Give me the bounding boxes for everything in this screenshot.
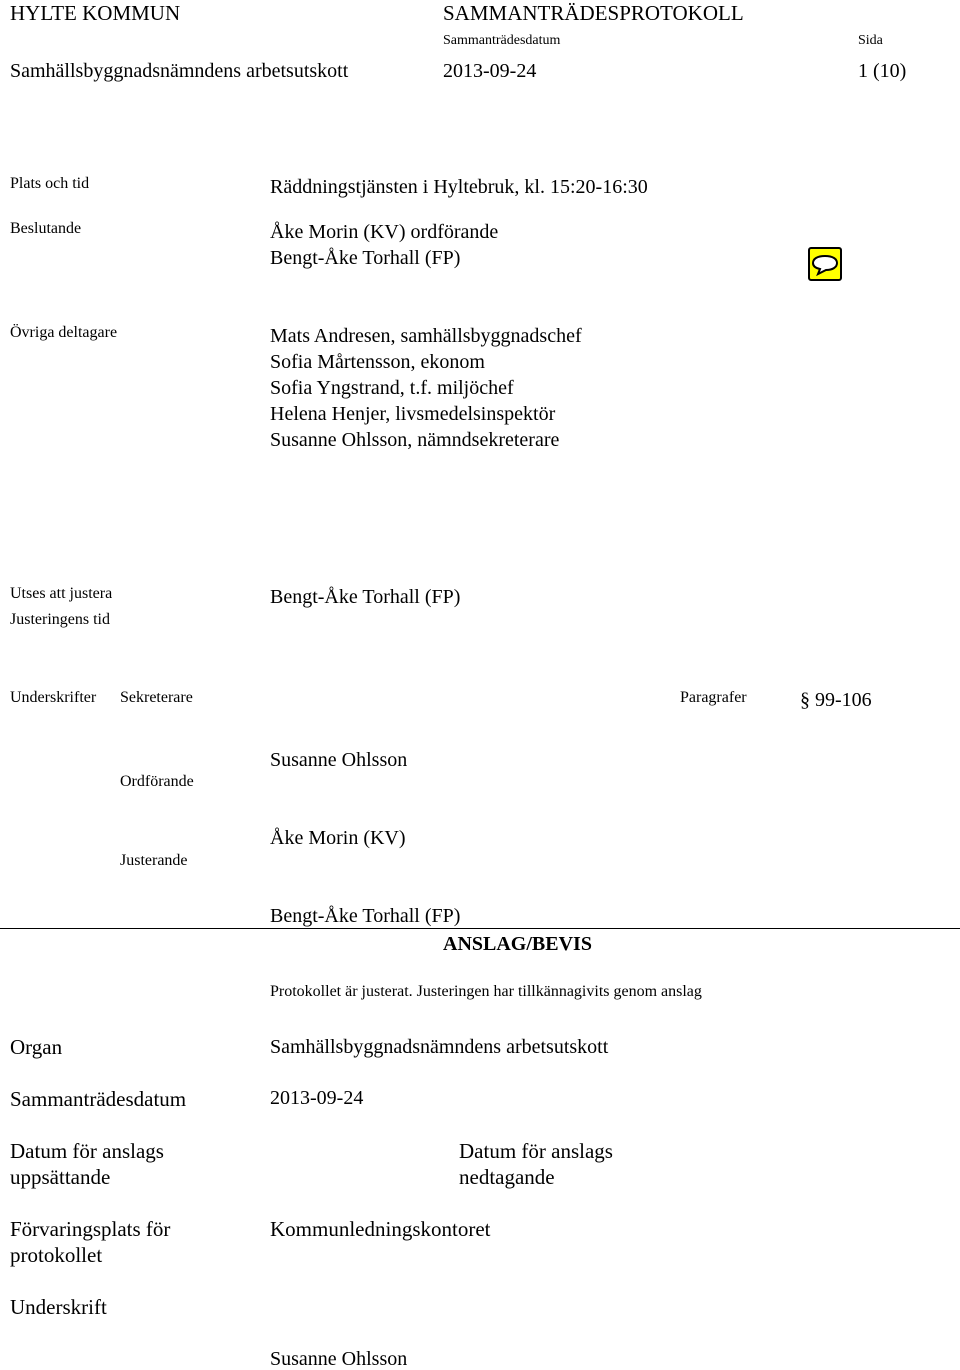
paragraph-symbol: §: [800, 689, 810, 711]
other-participants-list: [270, 323, 582, 453]
committee-name: Samhällsbyggnadsnämndens arbetsutskott: [10, 60, 349, 82]
storage-value: Kommunledningskontoret: [270, 1217, 491, 1241]
storage-label-line2: protokollet: [10, 1243, 103, 1267]
adjustment-time-label: Justeringens tid: [10, 611, 110, 628]
adjuster-label: Justerande: [120, 852, 188, 869]
chair-name: Åke Morin (KV): [270, 827, 406, 849]
other-participants-label: Övriga deltagare: [10, 324, 118, 341]
municipality-name: HYLTE KOMMUN: [10, 1, 181, 25]
secretary-name: Susanne Ohlsson: [270, 749, 408, 771]
deciding-member: Bengt-Åke Torhall (FP): [270, 247, 461, 269]
storage-label-line1: Förvaringsplats för: [10, 1217, 171, 1241]
meeting-date: 2013-09-24: [443, 60, 537, 82]
notice-title: ANSLAG/BEVIS: [443, 933, 592, 955]
comment-note-icon[interactable]: [808, 247, 842, 281]
adjuster-name: Bengt-Åke Torhall (FP): [270, 905, 461, 927]
header-date-label: Sammanträdesdatum: [443, 33, 561, 48]
deciding-label: Beslutande: [10, 220, 82, 237]
chair-label: Ordförande: [120, 773, 194, 790]
participant: Mats Andresen, samhällsbyggnadschef: [270, 325, 582, 347]
participant: Helena Henjer, livsmedelsinspektör: [270, 403, 556, 425]
place-time-value: Räddningstjänsten i Hyltebruk, kl. 15:20-16:30: [270, 176, 648, 198]
place-time-label: Plats och tid: [10, 175, 90, 192]
removed-date-label-line2: nedtagande: [459, 1165, 555, 1189]
participant: Sofia Yngstrand, t.f. miljöchef: [270, 377, 514, 399]
deciding-list: [270, 219, 498, 271]
page-number: 1 (10): [858, 60, 907, 82]
signatures-label: Underskrifter: [10, 689, 97, 706]
deciding-member: Åke Morin (KV) ordförande: [270, 221, 499, 243]
participant: Sofia Mårtensson, ekonom: [270, 351, 485, 373]
appointed-adjuster-label: Utses att justera: [10, 585, 113, 602]
paragraphs-value: 99-106: [815, 689, 872, 711]
removed-date-label-line1: Datum för anslags: [459, 1139, 613, 1163]
notice-statement: Protokollet är justerat. Justeringen har tillkännagivits genom anslag: [270, 983, 702, 1000]
posted-date-label-line1: Datum för anslags: [10, 1139, 164, 1163]
signature-label: Underskrift: [10, 1295, 107, 1319]
appointed-adjuster-value: Bengt-Åke Torhall (FP): [270, 586, 461, 608]
signature-name: Susanne Ohlsson: [270, 1348, 408, 1370]
paragraphs-label: Paragrafer: [680, 689, 747, 706]
notice-date-label: Sammanträdesdatum: [10, 1087, 187, 1111]
participant: Susanne Ohlsson, nämndsekreterare: [270, 429, 560, 451]
header-page-label: Sida: [858, 33, 883, 48]
document-type: SAMMANTRÄDESPROTOKOLL: [443, 1, 744, 25]
organ-value: Samhällsbyggnadsnämndens arbetsutskott: [270, 1036, 609, 1058]
notice-date-value: 2013-09-24: [270, 1087, 364, 1109]
organ-label: Organ: [10, 1035, 63, 1059]
section-divider: [0, 928, 960, 929]
posted-date-label-line2: uppsättande: [10, 1165, 111, 1189]
secretary-label: Sekreterare: [120, 689, 193, 706]
